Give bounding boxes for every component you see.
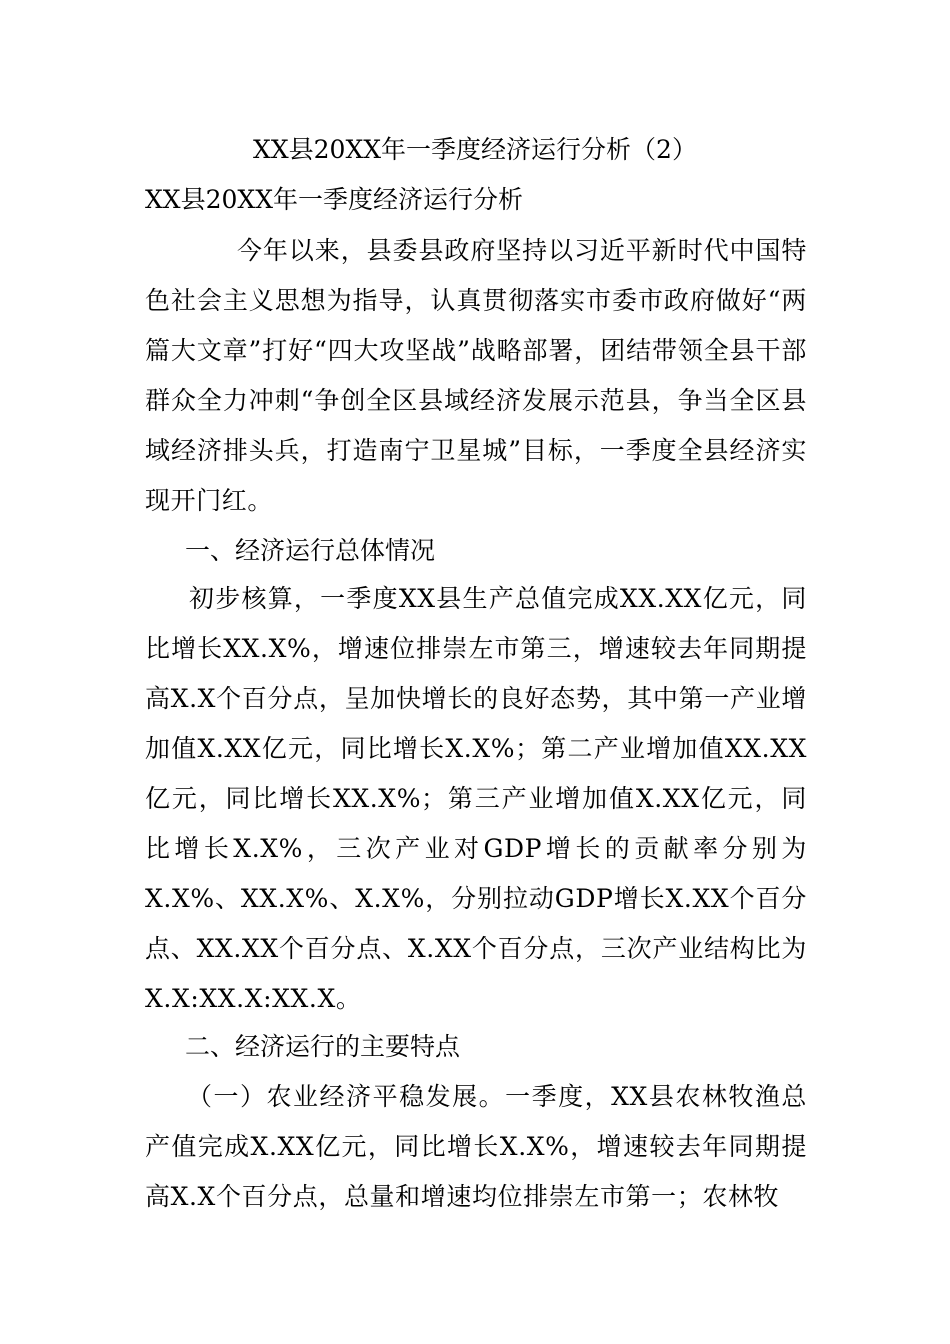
document-subtitle: XX县20XX年一季度经济运行分析 bbox=[145, 185, 524, 214]
intro-paragraph: 今年以来，县委县政府坚持以习近平新时代中国特色社会主义思想为指导，认真贯彻落实市委市政府做好“两篇大文章”打好“四大攻坚战”战略部署，团结带领全县干部群众全力冲刺“争创全区县域经济发展示范县，争当全区县域经济排头兵，打造南宁卫星城”目标，一季度全县经济实现开门红。 bbox=[145, 236, 807, 515]
section-heading-features: 二、经济运行的主要特点 bbox=[185, 1032, 461, 1061]
overall-paragraph: 初步核算，一季度XX县生产总值完成XX.XX亿元，同比增长XX.X%，增速位排崇左市第三，增速较去年同期提高X.X个百分点，呈加快增长的良好态势，其中第一产业增加值X.XX亿元，同比增长X.X%；第二产业增加值XX.XX亿元，同比增长XX.X%；第三产业增加值X.XX亿元，同比增长X.X%，三次产业对GDP增长的贡献率分别为X.X%、XX.X%、X.X%，分别拉动GDP增长X.XX个百分点、XX.XX个百分点、X.XX个百分点，三次产业结构比为X.X:XX.X:XX.X。 bbox=[145, 584, 807, 1013]
agriculture-paragraph: （一）农业经济平稳发展。一季度，XX县农林牧渔总产值完成X.XX亿元，同比增长X.X%，增速较去年同期提高X.X个百分点，总量和增速均位排崇左市第一；农林牧 bbox=[145, 1082, 807, 1211]
section-heading-overall: 一、经济运行总体情况 bbox=[185, 536, 436, 565]
document-title: XX县20XX年一季度经济运行分析（2） bbox=[253, 135, 697, 164]
